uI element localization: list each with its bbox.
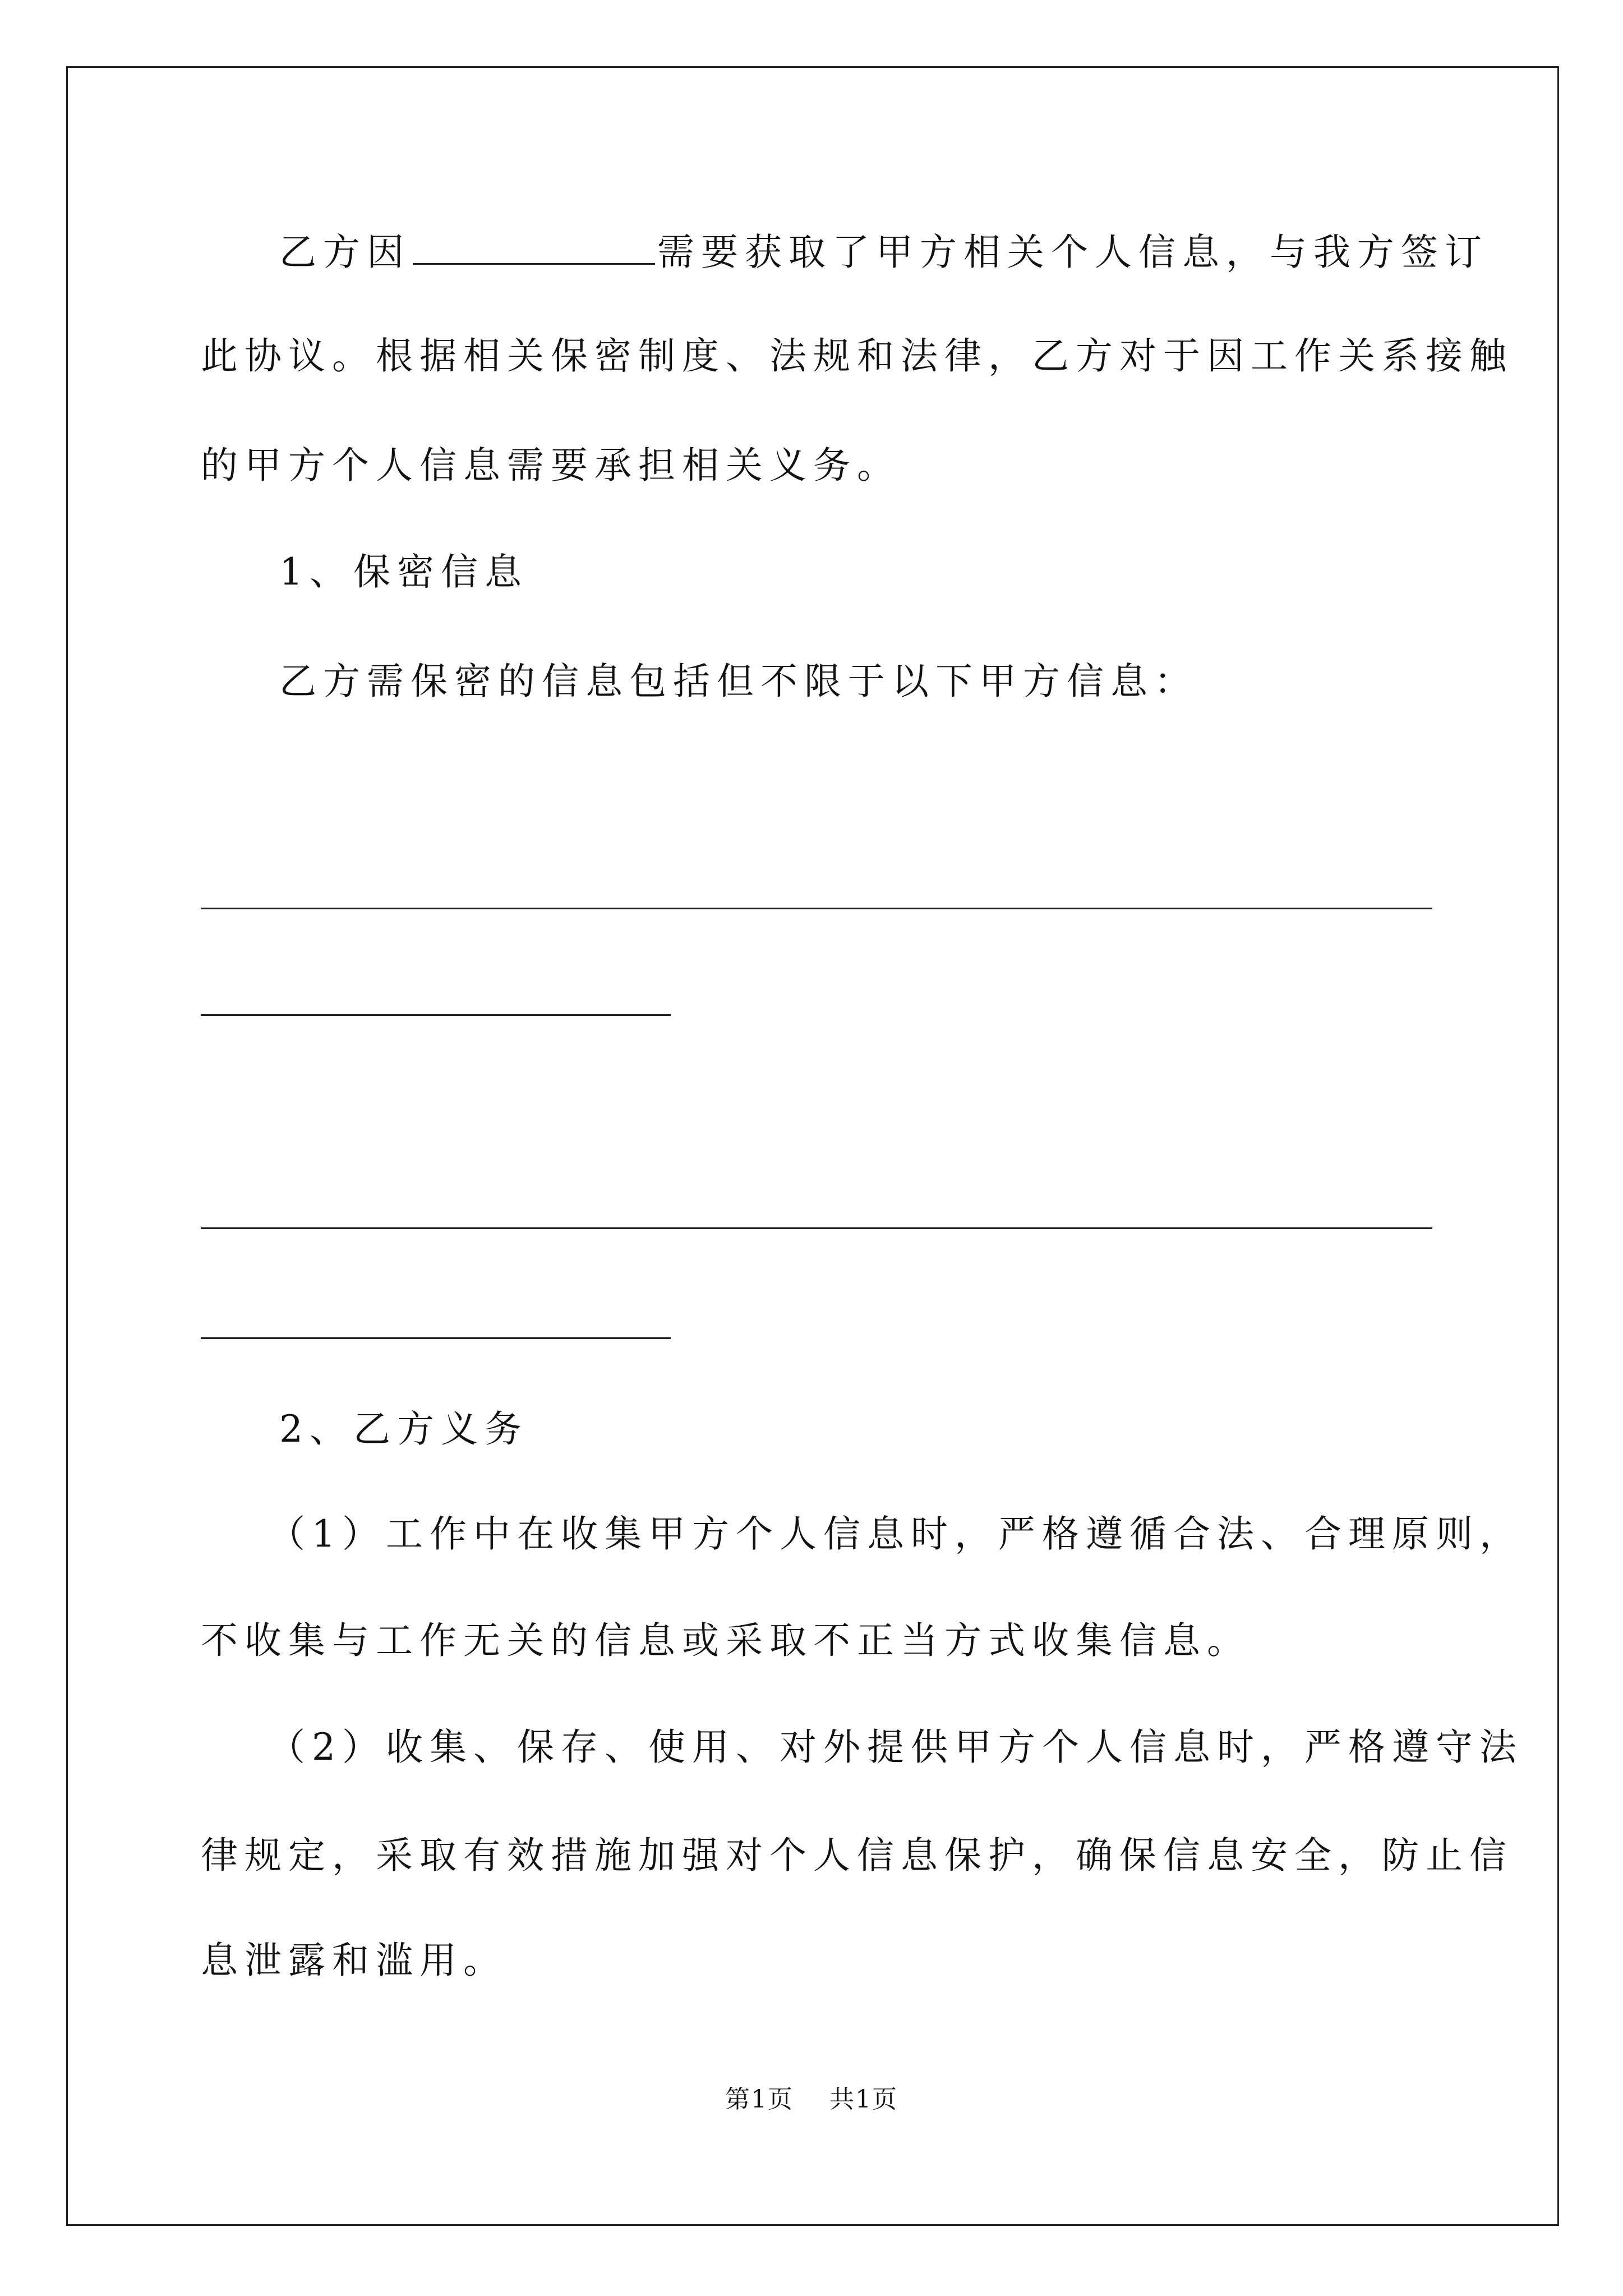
fill-in-line[interactable]	[201, 1337, 671, 1339]
section-2-item-1-line-2: 不收集与工作无关的信息或采取不正当方式收集信息。	[201, 1619, 1251, 1662]
fill-in-line[interactable]	[201, 1227, 1432, 1229]
section-2-item-2-line-1: （2）收集、保存、使用、对外提供甲方个人信息时，严格遵守法	[268, 1726, 1523, 1769]
section-2-heading: 2、乙方义务	[279, 1407, 528, 1451]
page-number-label: 第1页 共1页	[725, 2085, 898, 2114]
intro-text-after-blank: 需要获取了甲方相关个人信息，与我方签订	[657, 231, 1488, 274]
intro-line-1	[279, 227, 1488, 278]
section-2-item-1-line-1: （1）工作中在收集甲方个人信息时，严格遵循合法、合理原则，	[268, 1512, 1523, 1556]
page-footer	[0, 2079, 1623, 2115]
fill-in-blank[interactable]	[413, 231, 655, 265]
section-2-item-2-line-3: 息泄露和滥用。	[201, 1939, 507, 1982]
intro-line-2: 此协议。根据相关保密制度、法规和法律，乙方对于因工作关系接触	[201, 334, 1513, 378]
page-border	[66, 66, 1559, 2226]
section-1-heading: 1、保密信息	[279, 550, 528, 593]
fill-in-line[interactable]	[201, 908, 1432, 909]
section-1-text: 乙方需保密的信息包括但不限于以下甲方信息：	[279, 660, 1198, 703]
fill-in-line[interactable]	[201, 1014, 671, 1016]
section-2-item-2-line-2: 律规定，采取有效措施加强对个人信息保护，确保信息安全，防止信	[201, 1834, 1513, 1877]
intro-line-3: 的甲方个人信息需要承担相关义务。	[201, 444, 901, 487]
intro-text-before-blank: 乙方因	[279, 231, 411, 274]
